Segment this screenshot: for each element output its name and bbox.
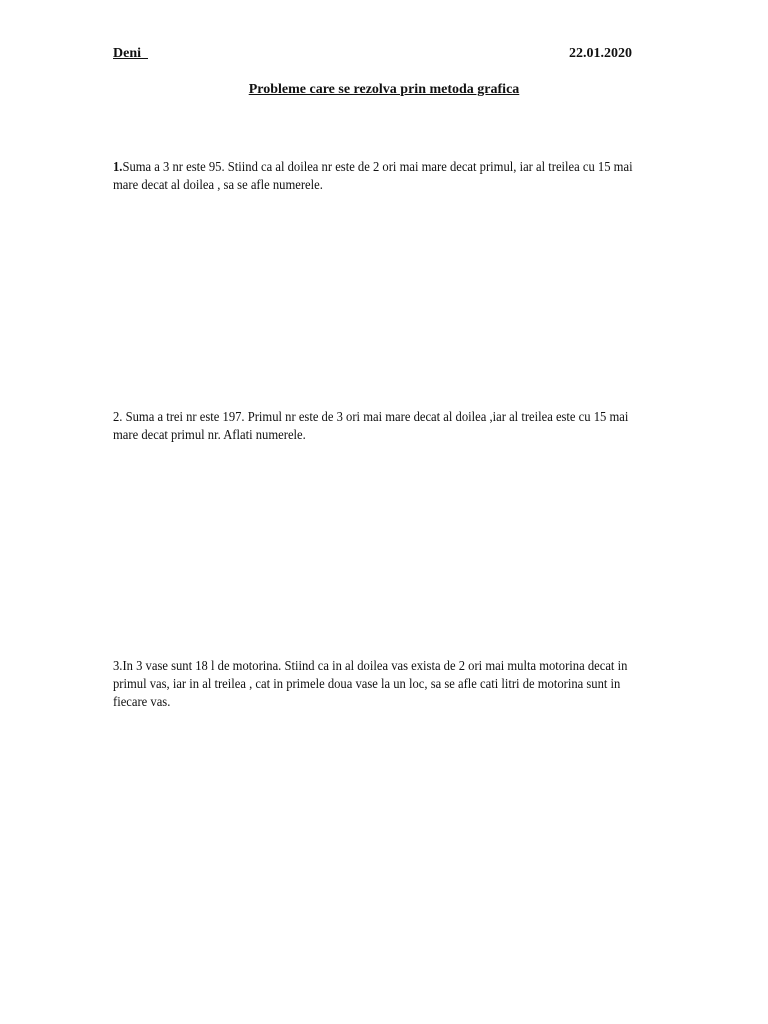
problem-3 — [113, 658, 653, 712]
document-title — [0, 82, 768, 98]
problem-3-text: In 3 vase sunt 18 l de motorina. Stiind ca in al doilea vas exista de 2 ori mai multa motorina decat in primul vas, iar in al treilea , cat in primele doua vase la un loc, sa se afle cati litri de motorina sunt in fiecare vas. — [113, 659, 628, 710]
document-date: 22.01.2020 — [569, 46, 632, 61]
problem-1-number: 1. — [113, 160, 123, 175]
problem-1 — [113, 159, 653, 195]
student-name: Deni — [113, 46, 148, 61]
problem-2 — [113, 409, 653, 445]
document-title-text: Probleme care se rezolva prin metoda grafica — [248, 82, 520, 97]
problem-1-text: Suma a 3 nr este 95. Stiind ca al doilea nr este de 2 ori mai mare decat primul, iar al treilea cu 15 mai mare decat al doilea , sa se afle numerele. — [113, 160, 633, 193]
problem-3-number: 3. — [113, 659, 123, 674]
problem-2-number: 2. — [113, 410, 126, 425]
problem-2-text: Suma a trei nr este 197. Primul nr este de 3 ori mai mare decat al doilea ,iar al treilea este cu 15 mai mare decat primul nr. Aflati numerele. — [113, 410, 629, 443]
